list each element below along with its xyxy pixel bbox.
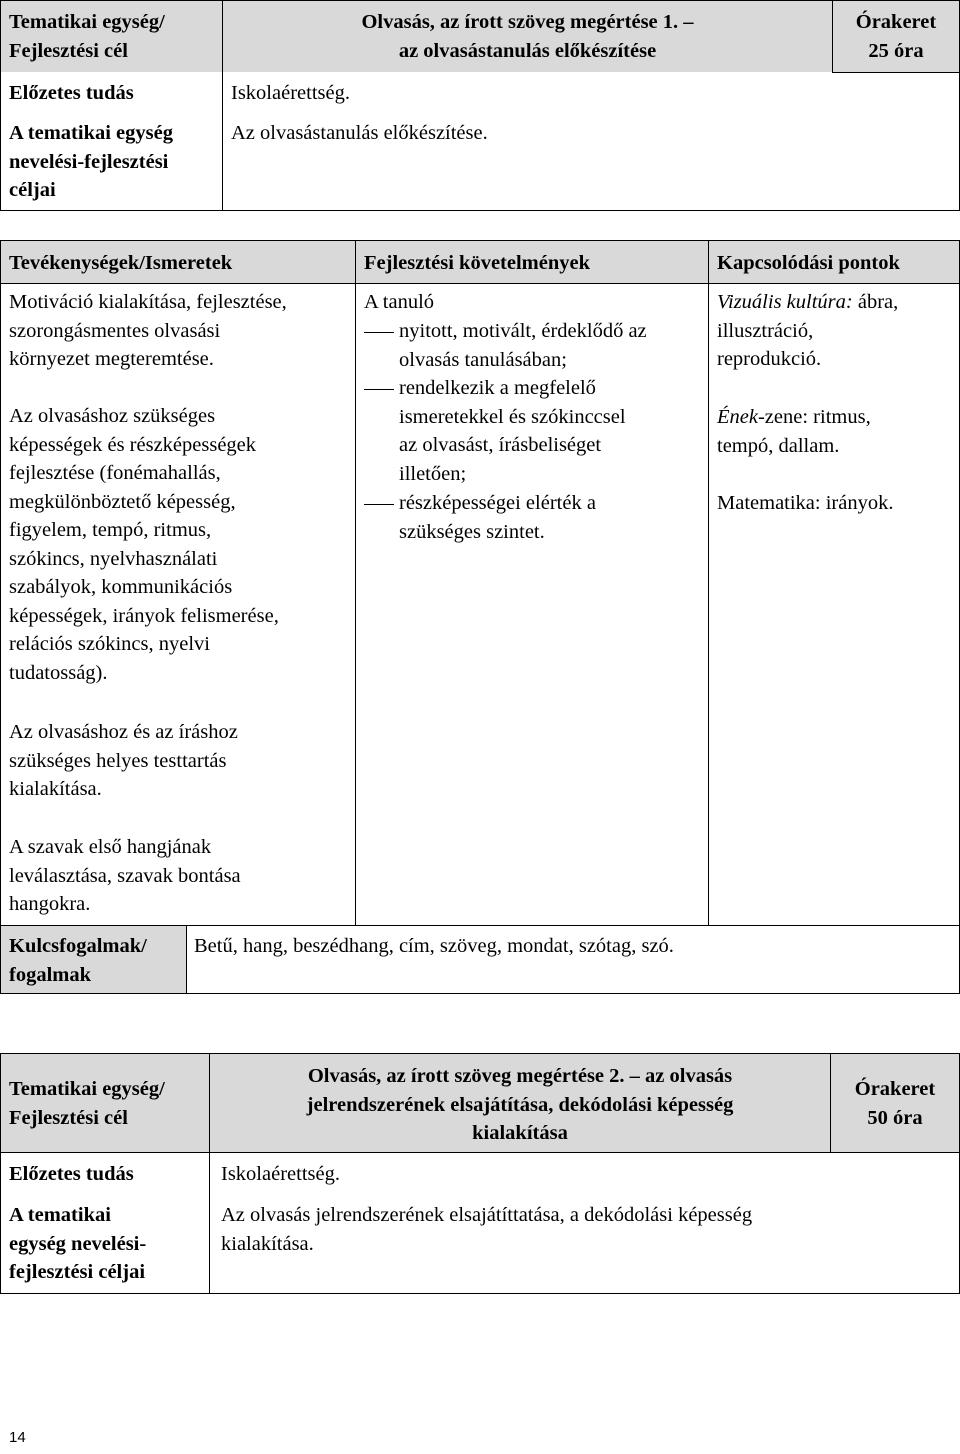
activity-motivation: Motiváció kialakítása, fejlesztése, szorongásmentes olvasási környezet megteremtése.	[9, 291, 287, 370]
activity-skills: Az olvasáshoz szükséges képességek és részképességek fejlesztése (fonémahallás, megkülönböztető képesség, figyelem, tempó, ritmus, szókincs, nyelvhasználati szabályok, kommunikációs képességek, irányok felismerése, relációs szókincs, nyelvi tudatosság).	[9, 405, 279, 684]
keywords-value: Betű, hang, beszédhang, cím, szöveg, mondat, szótag, szó.	[194, 935, 674, 957]
requirement-item-2: rendelkezik a megfelelő ismeretekkel és szókinccsel az olvasást, írásbeliséget illetően;	[399, 377, 626, 485]
unit2-topic-label: Tematikai egység/ Fejlesztési cél	[9, 1078, 165, 1129]
unit2-title: Olvasás, az írott szöveg megértése 2. – az olvasás jelrendszerének elsajátítása, dekódolási képesség kialakítása	[306, 1065, 734, 1144]
connection-visual-culture: Vizuális kultúra: ábra, illusztráció, reprodukció.	[717, 291, 899, 370]
unit1-prior-value: Iskolaérettség.	[231, 82, 350, 104]
unit2-hours: Órakeret 50 óra	[854, 1078, 936, 1129]
dash-bullet	[364, 504, 394, 505]
page-number: 14	[9, 1429, 26, 1446]
unit1-title: Olvasás, az írott szöveg megértése 1. – az olvasástanulás előkészítése	[361, 11, 694, 62]
dash-bullet	[364, 389, 394, 390]
unit1-hours: Órakeret 25 óra	[855, 11, 937, 62]
keywords-label: Kulcsfogalmak/ fogalmak	[9, 935, 147, 986]
unit2-goals-value: Az olvasás jelrendszerének elsajátíttatása, a dekódolási képesség kialakítása.	[221, 1204, 753, 1255]
requirements-intro: A tanuló	[364, 291, 435, 313]
column-activities: Tevékenységek/Ismeretek	[9, 252, 233, 274]
connection-math: Matematika: irányok.	[717, 492, 894, 514]
activity-posture: Az olvasáshoz és az íráshoz szükséges helyes testtartás kialakítása.	[9, 721, 238, 800]
unit1-goals-value: Az olvasástanulás előkészítése.	[231, 122, 488, 144]
unit1-topic-label: Tematikai egység/ Fejlesztési cél	[9, 11, 165, 62]
column-connections: Kapcsolódási pontok	[717, 252, 900, 274]
activity-sounds: A szavak első hangjának leválasztása, szavak bontása hangokra.	[9, 836, 241, 915]
column-requirements: Fejlesztési követelmények	[364, 252, 590, 274]
requirement-item-3: részképességei elérték a szükséges szintet.	[399, 492, 596, 543]
unit2-prior-label: Előzetes tudás	[9, 1163, 134, 1185]
dash-bullet	[364, 332, 394, 333]
unit2-goals-label: A tematikai egység nevelési- fejlesztési céljai	[9, 1204, 147, 1283]
unit1-prior-label: Előzetes tudás	[9, 82, 134, 104]
unit1-goals-label: A tematikai egység nevelési-fejlesztési céljai	[9, 122, 173, 201]
requirement-item-1: nyitott, motivált, érdeklődő az olvasás tanulásában;	[399, 320, 647, 371]
connection-music: Ének-zene: ritmus, tempó, dallam.	[717, 406, 871, 457]
unit2-prior-value: Iskolaérettség.	[221, 1163, 340, 1185]
